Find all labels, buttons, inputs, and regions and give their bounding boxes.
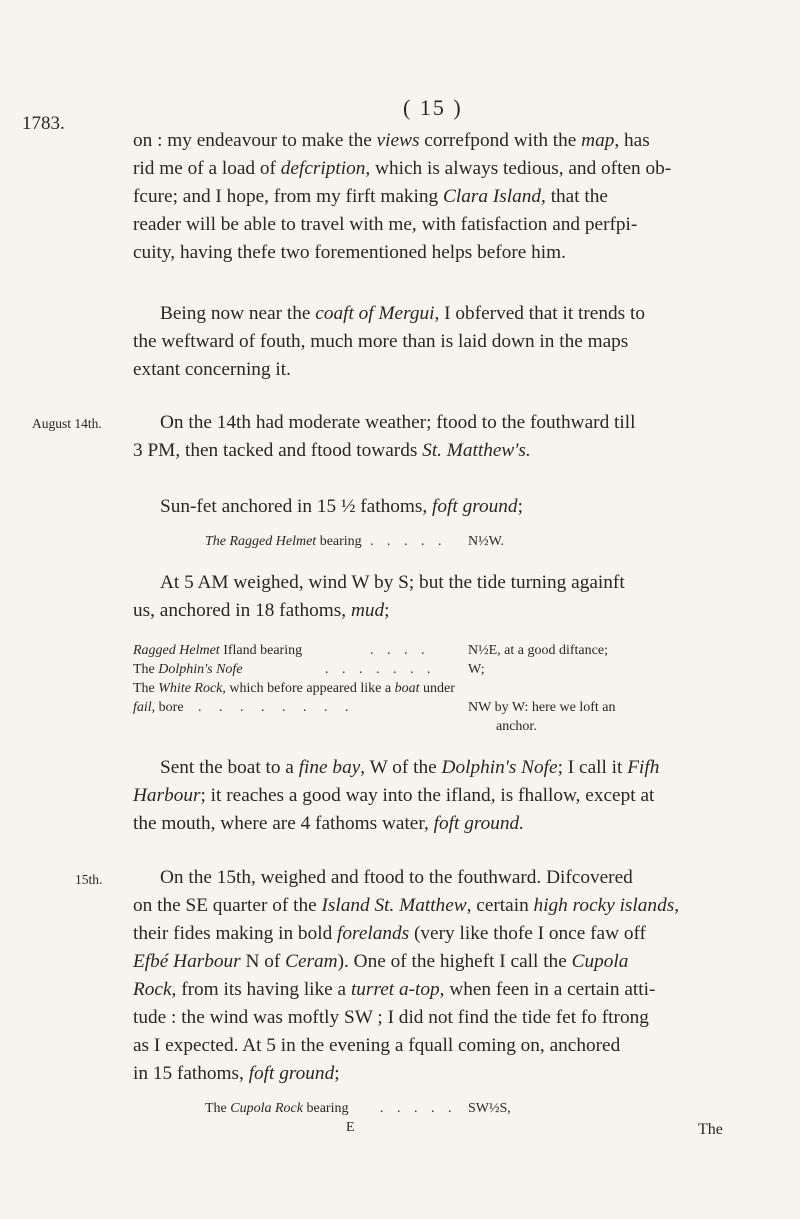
para7-line2: on the SE quarter of the Island St. Matthew, certain high rocky islands, bbox=[133, 895, 680, 916]
table-row-1-label: Ragged Helmet Ifland bearing bbox=[133, 643, 303, 658]
para7-line7: as I expected. At 5 in the evening a fquall coming on, anchored bbox=[133, 1035, 621, 1056]
bearing-ragged-helmet: The Ragged Helmet bearing bbox=[205, 534, 362, 549]
para5-line2: us, anchored in 18 fathoms, mud; bbox=[133, 600, 390, 621]
para2-line3: extant concerning it. bbox=[133, 359, 291, 380]
table-row-4-value: NW by W: here we loft an bbox=[468, 700, 616, 715]
bearing-2-value: SW½S, bbox=[468, 1101, 511, 1116]
para7-line4: Efbé Harbour N of Ceram). One of the higheft I call the Cupola bbox=[133, 951, 629, 972]
para7-line6: tude : the wind was moftly SW ; I did not find the tide fet fo ftrong bbox=[133, 1007, 649, 1028]
table-row-1-value: N½E, at a good diftance; bbox=[468, 643, 608, 658]
para7-line3: their fides making in bold forelands (very like thofe I once faw off bbox=[133, 923, 646, 944]
table-row-1-dots: . . . . bbox=[370, 643, 430, 658]
para7-line5: Rock, from its having like a turret a-top, when feen in a certain atti- bbox=[133, 979, 656, 1000]
para2-line2: the weftward of fouth, much more than is laid down in the maps bbox=[133, 331, 629, 352]
para6-line1: Sent the boat to a fine bay, W of the Dolphin's Nofe; I call it Fifh bbox=[160, 757, 660, 778]
para7-line8: in 15 fathoms, foft ground; bbox=[133, 1063, 340, 1084]
table-row-3-label: The White Rock, which before appeared like a boat under bbox=[133, 681, 455, 696]
para6-line3: the mouth, where are 4 fathoms water, foft ground. bbox=[133, 813, 525, 834]
para1-line1: on : my endeavour to make the views correfpond with the map, has bbox=[133, 130, 650, 151]
table-row-2-dots: . . . . . . . bbox=[325, 662, 436, 677]
table-row-4-label: fail, bore bbox=[133, 700, 184, 715]
table-row-2-value: W; bbox=[468, 662, 485, 677]
table-row-2-label: The Dolphin's Nofe bbox=[133, 662, 243, 677]
margin-date-15th: 15th. bbox=[75, 872, 103, 887]
bearing-cupola-rock: The Cupola Rock bearing bbox=[205, 1101, 349, 1116]
para7-line1: On the 15th, weighed and ftood to the fouthward. Difcovered bbox=[160, 867, 633, 888]
para5-line1: At 5 AM weighed, wind W by S; but the tide turning againft bbox=[160, 572, 625, 593]
table-row-4-dots: . . . . . . . . bbox=[198, 700, 356, 715]
para4-line1: Sun-fet anchored in 15 ½ fathoms, foft ground; bbox=[160, 496, 523, 517]
para1-line3: fcure; and I hope, from my firft making Clara Island, that the bbox=[133, 186, 608, 207]
para1-line4: reader will be able to travel with me, with fatisfaction and perfpi- bbox=[133, 214, 638, 235]
para3-line2: 3 PM, then tacked and ftood towards St. Matthew's. bbox=[133, 440, 531, 461]
bearing-2-dots: . . . . . bbox=[380, 1101, 457, 1116]
para3-line1: On the 14th had moderate weather; ftood to the fouthward till bbox=[160, 412, 636, 433]
year-marginalia: 1783. bbox=[22, 113, 65, 134]
para2-line1: Being now near the coaft of Mergui, I obferved that it trends to bbox=[160, 303, 645, 324]
signature-mark: E bbox=[346, 1120, 355, 1135]
bearing-dots: . . . . . bbox=[370, 534, 447, 549]
para1-line2: rid me of a load of defcription, which is always tedious, and often ob- bbox=[133, 158, 672, 179]
margin-date-august: August 14th. bbox=[32, 416, 102, 431]
para6-line2: Harbour; it reaches a good way into the ifland, is fhallow, except at bbox=[133, 785, 655, 806]
catchword: The bbox=[698, 1121, 723, 1138]
page-number: ( 15 ) bbox=[403, 95, 463, 120]
para1-line5: cuity, having thefe two forementioned helps before him. bbox=[133, 242, 566, 263]
bearing-value: N½W. bbox=[468, 534, 505, 549]
table-row-5-value: anchor. bbox=[496, 719, 537, 734]
